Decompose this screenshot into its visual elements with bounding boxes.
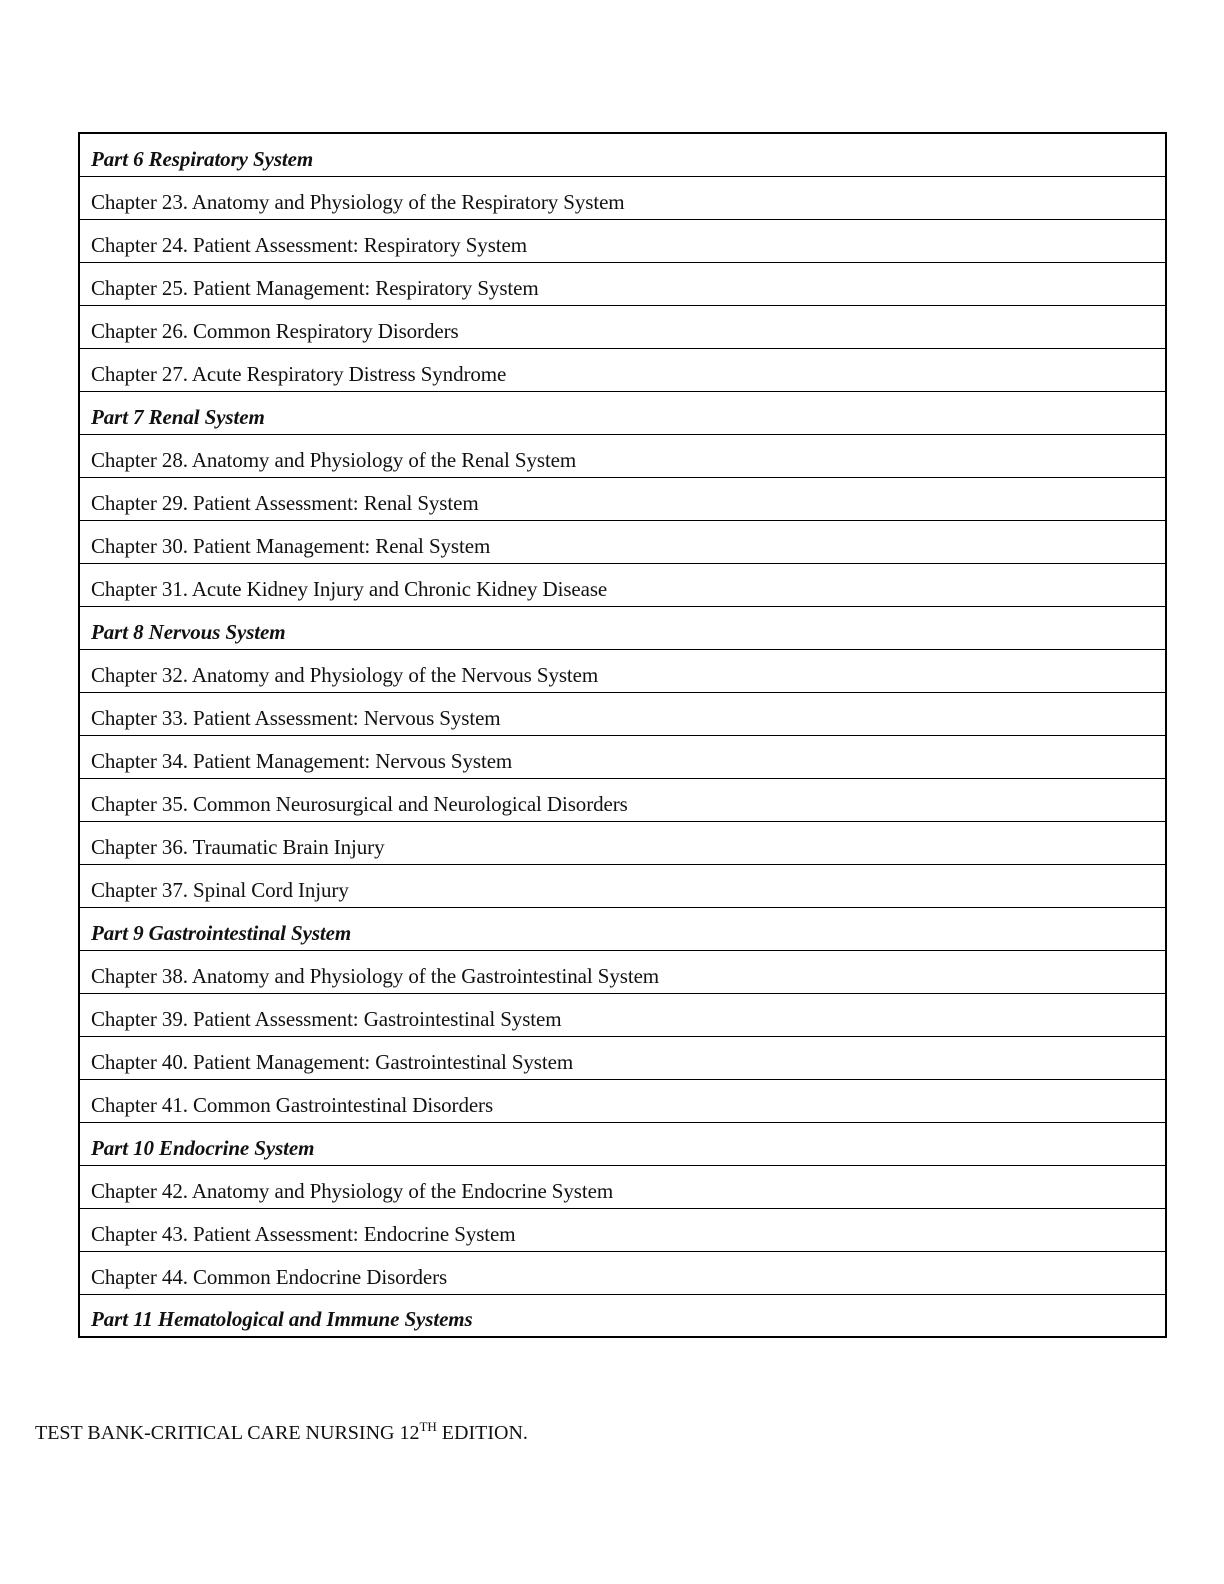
part-heading-row [79,907,1166,950]
chapter-title: Chapter 23. Anatomy and Physiology of the Respiratory System [79,176,1166,219]
chapter-title: Chapter 25. Patient Management: Respiratory System [79,262,1166,305]
chapter-row [79,950,1166,993]
chapter-row [79,348,1166,391]
chapter-row [79,993,1166,1036]
chapter-title: Chapter 38. Anatomy and Physiology of the Gastrointestinal System [79,950,1166,993]
chapter-row [79,219,1166,262]
part-heading: Part 8 Nervous System [79,606,1166,649]
chapter-title: Chapter 27. Acute Respiratory Distress Syndrome [79,348,1166,391]
part-heading-row [79,606,1166,649]
chapter-title: Chapter 24. Patient Assessment: Respiratory System [79,219,1166,262]
chapter-row [79,1165,1166,1208]
chapter-title: Chapter 37. Spinal Cord Injury [79,864,1166,907]
chapter-title: Chapter 31. Acute Kidney Injury and Chronic Kidney Disease [79,563,1166,606]
chapter-title: Chapter 29. Patient Assessment: Renal System [79,477,1166,520]
footer-text-end: EDITION. [436,1422,528,1444]
chapter-title: Chapter 40. Patient Management: Gastrointestinal System [79,1036,1166,1079]
part-heading: Part 7 Renal System [79,391,1166,434]
chapter-row [79,434,1166,477]
chapter-title: Chapter 44. Common Endocrine Disorders [79,1251,1166,1294]
chapter-title: Chapter 33. Patient Assessment: Nervous System [79,692,1166,735]
chapter-title: Chapter 42. Anatomy and Physiology of the Endocrine System [79,1165,1166,1208]
chapter-title: Chapter 35. Common Neurosurgical and Neurological Disorders [79,778,1166,821]
chapter-row [79,821,1166,864]
part-heading-row [79,391,1166,434]
chapter-title: Chapter 32. Anatomy and Physiology of the Nervous System [79,649,1166,692]
chapter-row [79,305,1166,348]
chapter-row [79,778,1166,821]
part-heading: Part 10 Endocrine System [79,1122,1166,1165]
toc-body [79,133,1166,1337]
chapter-title: Chapter 41. Common Gastrointestinal Disorders [79,1079,1166,1122]
chapter-title: Chapter 39. Patient Assessment: Gastrointestinal System [79,993,1166,1036]
chapter-row [79,176,1166,219]
chapter-row [79,1208,1166,1251]
chapter-row [79,692,1166,735]
part-heading: Part 9 Gastrointestinal System [79,907,1166,950]
chapter-title: Chapter 43. Patient Assessment: Endocrine System [79,1208,1166,1251]
footer-text: TEST BANK-CRITICAL CARE NURSING 12 [35,1422,420,1444]
chapter-row [79,1036,1166,1079]
page-footer [35,1419,528,1445]
chapter-row [79,864,1166,907]
chapter-row [79,735,1166,778]
chapter-row [79,520,1166,563]
chapter-title: Chapter 34. Patient Management: Nervous System [79,735,1166,778]
chapter-title: Chapter 30. Patient Management: Renal System [79,520,1166,563]
chapter-row [79,649,1166,692]
chapter-row [79,477,1166,520]
part-heading-row [79,133,1166,176]
part-heading-row [79,1122,1166,1165]
chapter-row [79,563,1166,606]
chapter-row [79,262,1166,305]
chapter-row [79,1079,1166,1122]
chapter-title: Chapter 26. Common Respiratory Disorders [79,305,1166,348]
chapter-title: Chapter 36. Traumatic Brain Injury [79,821,1166,864]
chapter-row [79,1251,1166,1294]
part-heading-row [79,1294,1166,1337]
table-of-contents [78,132,1167,1338]
chapter-title: Chapter 28. Anatomy and Physiology of the Renal System [79,434,1166,477]
part-heading: Part 11 Hematological and Immune Systems [91,1307,473,1331]
footer-superscript: TH [419,1419,437,1434]
part-heading: Part 6 Respiratory System [79,133,1166,176]
